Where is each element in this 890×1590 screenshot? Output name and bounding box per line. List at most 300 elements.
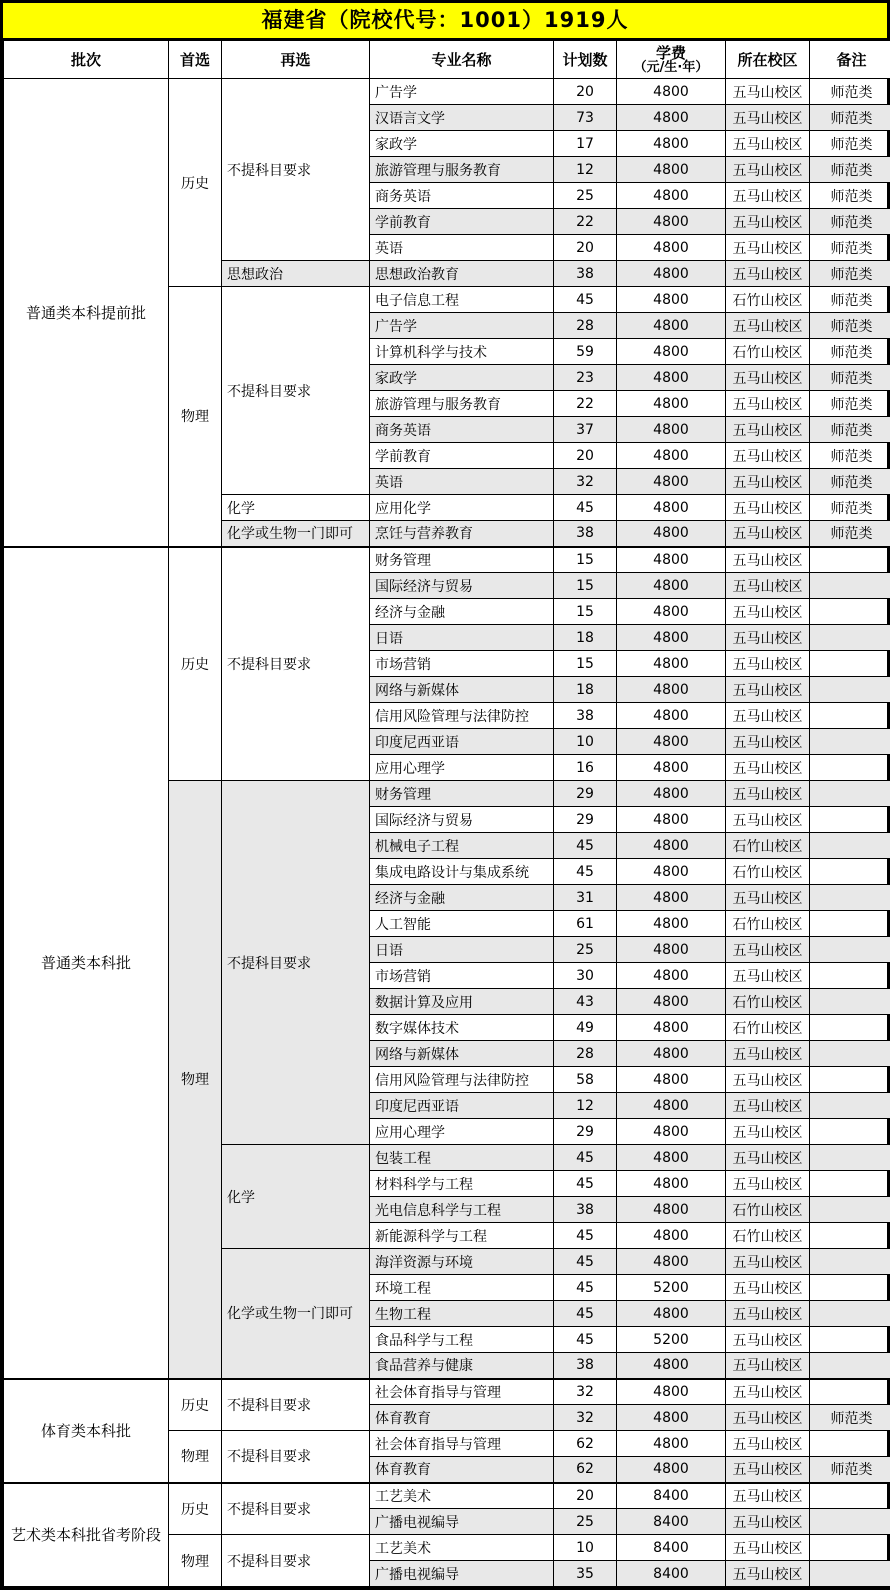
note-cell	[810, 885, 890, 911]
campus-cell: 石竹山校区	[726, 1197, 810, 1223]
major-name-cell: 人工智能	[370, 911, 554, 937]
major-name-cell: 广告学	[370, 79, 554, 105]
note-cell	[810, 937, 890, 963]
plan-count-cell: 38	[554, 261, 617, 287]
campus-cell: 五马山校区	[726, 131, 810, 157]
note-cell	[810, 1431, 890, 1457]
campus-cell: 石竹山校区	[726, 1223, 810, 1249]
plan-count-cell: 17	[554, 131, 617, 157]
fee-cell: 4800	[617, 729, 726, 755]
note-cell: 师范类	[810, 313, 890, 339]
note-cell	[810, 1171, 890, 1197]
fee-cell: 4800	[617, 547, 726, 573]
campus-cell: 五马山校区	[726, 1171, 810, 1197]
header-campus: 所在校区	[726, 41, 810, 79]
major-name-cell: 烹饪与营养教育	[370, 521, 554, 547]
requirement-cell: 不提科目要求	[222, 1483, 370, 1535]
campus-cell: 五马山校区	[726, 1093, 810, 1119]
note-cell: 师范类	[810, 417, 890, 443]
major-name-cell: 工艺美术	[370, 1535, 554, 1561]
note-cell: 师范类	[810, 391, 890, 417]
campus-cell: 五马山校区	[726, 1145, 810, 1171]
plan-count-cell: 15	[554, 573, 617, 599]
requirement-cell: 化学或生物一门即可	[222, 1249, 370, 1379]
campus-cell: 五马山校区	[726, 1067, 810, 1093]
plan-count-cell: 22	[554, 209, 617, 235]
fee-cell: 4800	[617, 1457, 726, 1483]
fee-cell: 4800	[617, 677, 726, 703]
fee-cell: 4800	[617, 1301, 726, 1327]
plan-count-cell: 29	[554, 1119, 617, 1145]
plan-count-cell: 30	[554, 963, 617, 989]
note-cell	[810, 573, 890, 599]
major-name-cell: 日语	[370, 937, 554, 963]
plan-count-cell: 16	[554, 755, 617, 781]
plan-count-cell: 10	[554, 1535, 617, 1561]
fee-cell: 4800	[617, 495, 726, 521]
campus-cell: 五马山校区	[726, 1379, 810, 1405]
major-name-cell: 新能源科学与工程	[370, 1223, 554, 1249]
major-name-cell: 计算机科学与技术	[370, 339, 554, 365]
fee-cell: 4800	[617, 443, 726, 469]
plan-count-cell: 49	[554, 1015, 617, 1041]
note-cell	[810, 1327, 890, 1353]
fee-cell: 8400	[617, 1483, 726, 1509]
fee-cell: 4800	[617, 1197, 726, 1223]
note-cell	[810, 1119, 890, 1145]
table-row	[4, 1379, 890, 1405]
major-name-cell: 商务英语	[370, 183, 554, 209]
plan-count-cell: 15	[554, 651, 617, 677]
note-cell: 师范类	[810, 183, 890, 209]
fee-cell: 4800	[617, 885, 726, 911]
major-name-cell: 体育教育	[370, 1405, 554, 1431]
note-cell: 师范类	[810, 521, 890, 547]
note-cell	[810, 1093, 890, 1119]
fee-cell: 4800	[617, 235, 726, 261]
fee-cell: 4800	[617, 1405, 726, 1431]
first-choice-cell: 历史	[169, 1483, 222, 1535]
campus-cell: 石竹山校区	[726, 1015, 810, 1041]
requirement-cell: 不提科目要求	[222, 1431, 370, 1483]
note-cell: 师范类	[810, 365, 890, 391]
admissions-table	[3, 40, 890, 1587]
plan-count-cell: 18	[554, 677, 617, 703]
plan-count-cell: 45	[554, 1301, 617, 1327]
note-cell	[810, 1197, 890, 1223]
fee-cell: 4800	[617, 1249, 726, 1275]
major-name-cell: 旅游管理与服务教育	[370, 391, 554, 417]
note-cell	[810, 1145, 890, 1171]
fee-cell: 4800	[617, 1379, 726, 1405]
plan-count-cell: 59	[554, 339, 617, 365]
note-cell	[810, 781, 890, 807]
note-cell	[810, 807, 890, 833]
campus-cell: 五马山校区	[726, 573, 810, 599]
major-name-cell: 财务管理	[370, 781, 554, 807]
table-body	[4, 79, 890, 1587]
campus-cell: 五马山校区	[726, 1457, 810, 1483]
campus-cell: 五马山校区	[726, 781, 810, 807]
note-cell	[810, 1223, 890, 1249]
plan-count-cell: 20	[554, 1483, 617, 1509]
fee-cell: 4800	[617, 1015, 726, 1041]
campus-cell: 五马山校区	[726, 1249, 810, 1275]
fee-cell: 4800	[617, 287, 726, 313]
note-cell	[810, 1483, 890, 1509]
campus-cell: 五马山校区	[726, 417, 810, 443]
fee-cell: 4800	[617, 1223, 726, 1249]
fee-cell: 4800	[617, 1093, 726, 1119]
major-name-cell: 食品营养与健康	[370, 1353, 554, 1379]
fee-cell: 4800	[617, 1067, 726, 1093]
requirement-cell: 不提科目要求	[222, 781, 370, 1145]
plan-count-cell: 35	[554, 1561, 617, 1587]
fee-cell: 4800	[617, 105, 726, 131]
batch-cell: 体育类本科批	[4, 1379, 169, 1483]
plan-count-cell: 45	[554, 1275, 617, 1301]
note-cell	[810, 963, 890, 989]
fee-cell: 4800	[617, 989, 726, 1015]
table-row	[4, 547, 890, 573]
campus-cell: 五马山校区	[726, 677, 810, 703]
requirement-cell: 不提科目要求	[222, 1379, 370, 1431]
requirement-cell: 不提科目要求	[222, 79, 370, 261]
major-name-cell: 学前教育	[370, 209, 554, 235]
plan-count-cell: 18	[554, 625, 617, 651]
major-name-cell: 旅游管理与服务教育	[370, 157, 554, 183]
header-batch: 批次	[4, 41, 169, 79]
campus-cell: 五马山校区	[726, 521, 810, 547]
fee-cell: 4800	[617, 937, 726, 963]
fee-cell: 4800	[617, 859, 726, 885]
note-cell: 师范类	[810, 79, 890, 105]
campus-cell: 五马山校区	[726, 755, 810, 781]
campus-cell: 五马山校区	[726, 313, 810, 339]
campus-cell: 五马山校区	[726, 235, 810, 261]
note-cell	[810, 651, 890, 677]
plan-count-cell: 45	[554, 1223, 617, 1249]
plan-count-cell: 28	[554, 1041, 617, 1067]
requirement-cell: 不提科目要求	[222, 547, 370, 781]
major-name-cell: 信用风险管理与法律防控	[370, 703, 554, 729]
fee-cell: 4800	[617, 963, 726, 989]
header-row	[4, 41, 890, 79]
header-fee-label: 学费	[620, 45, 722, 61]
campus-cell: 五马山校区	[726, 1275, 810, 1301]
header-plan: 计划数	[554, 41, 617, 79]
fee-cell: 4800	[617, 209, 726, 235]
campus-cell: 五马山校区	[726, 365, 810, 391]
note-cell	[810, 599, 890, 625]
first-choice-cell: 物理	[169, 781, 222, 1379]
note-cell	[810, 1041, 890, 1067]
major-name-cell: 数据计算及应用	[370, 989, 554, 1015]
note-cell: 师范类	[810, 235, 890, 261]
first-choice-cell: 历史	[169, 1379, 222, 1431]
note-cell	[810, 703, 890, 729]
note-cell	[810, 859, 890, 885]
fee-cell: 4800	[617, 1171, 726, 1197]
note-cell	[810, 1509, 890, 1535]
fee-cell: 4800	[617, 1145, 726, 1171]
batch-cell: 普通类本科批	[4, 547, 169, 1379]
plan-count-cell: 32	[554, 469, 617, 495]
campus-cell: 五马山校区	[726, 79, 810, 105]
plan-count-cell: 32	[554, 1405, 617, 1431]
campus-cell: 五马山校区	[726, 599, 810, 625]
campus-cell: 五马山校区	[726, 105, 810, 131]
campus-cell: 五马山校区	[726, 1353, 810, 1379]
note-cell	[810, 1379, 890, 1405]
plan-count-cell: 15	[554, 547, 617, 573]
note-cell: 师范类	[810, 105, 890, 131]
major-name-cell: 经济与金融	[370, 885, 554, 911]
header-note: 备注	[810, 41, 890, 79]
major-name-cell: 日语	[370, 625, 554, 651]
campus-cell: 五马山校区	[726, 729, 810, 755]
fee-cell: 5200	[617, 1275, 726, 1301]
note-cell	[810, 989, 890, 1015]
note-cell	[810, 755, 890, 781]
batch-cell: 普通类本科提前批	[4, 79, 169, 547]
plan-count-cell: 10	[554, 729, 617, 755]
plan-count-cell: 29	[554, 807, 617, 833]
fee-cell: 4800	[617, 79, 726, 105]
campus-cell: 五马山校区	[726, 1535, 810, 1561]
plan-count-cell: 32	[554, 1379, 617, 1405]
campus-cell: 石竹山校区	[726, 833, 810, 859]
requirement-cell: 化学或生物一门即可	[222, 521, 370, 547]
plan-count-cell: 45	[554, 1145, 617, 1171]
note-cell: 师范类	[810, 1457, 890, 1483]
major-name-cell: 网络与新媒体	[370, 677, 554, 703]
plan-count-cell: 15	[554, 599, 617, 625]
plan-count-cell: 61	[554, 911, 617, 937]
note-cell	[810, 1249, 890, 1275]
note-cell	[810, 1353, 890, 1379]
campus-cell: 五马山校区	[726, 443, 810, 469]
fee-cell: 4800	[617, 1041, 726, 1067]
note-cell	[810, 729, 890, 755]
major-name-cell: 光电信息科学与工程	[370, 1197, 554, 1223]
campus-cell: 五马山校区	[726, 963, 810, 989]
note-cell: 师范类	[810, 443, 890, 469]
fee-cell: 8400	[617, 1561, 726, 1587]
campus-cell: 五马山校区	[726, 157, 810, 183]
plan-count-cell: 12	[554, 157, 617, 183]
campus-cell: 五马山校区	[726, 807, 810, 833]
campus-cell: 五马山校区	[726, 1119, 810, 1145]
campus-cell: 石竹山校区	[726, 911, 810, 937]
fee-cell: 4800	[617, 807, 726, 833]
major-name-cell: 汉语言文学	[370, 105, 554, 131]
fee-cell: 4800	[617, 625, 726, 651]
major-name-cell: 印度尼西亚语	[370, 1093, 554, 1119]
header-fee-unit: （元/生·年）	[620, 61, 722, 75]
plan-count-cell: 22	[554, 391, 617, 417]
header-major: 专业名称	[370, 41, 554, 79]
plan-count-cell: 29	[554, 781, 617, 807]
campus-cell: 五马山校区	[726, 1327, 810, 1353]
major-name-cell: 应用心理学	[370, 1119, 554, 1145]
fee-cell: 4800	[617, 1353, 726, 1379]
note-cell	[810, 1067, 890, 1093]
fee-cell: 4800	[617, 469, 726, 495]
plan-count-cell: 38	[554, 1353, 617, 1379]
major-name-cell: 工艺美术	[370, 1483, 554, 1509]
major-name-cell: 商务英语	[370, 417, 554, 443]
fee-cell: 4800	[617, 911, 726, 937]
first-choice-cell: 物理	[169, 1535, 222, 1587]
plan-count-cell: 25	[554, 183, 617, 209]
fee-cell: 4800	[617, 157, 726, 183]
plan-count-cell: 25	[554, 937, 617, 963]
plan-count-cell: 38	[554, 1197, 617, 1223]
plan-count-cell: 12	[554, 1093, 617, 1119]
major-name-cell: 家政学	[370, 365, 554, 391]
campus-cell: 五马山校区	[726, 1041, 810, 1067]
campus-cell: 五马山校区	[726, 209, 810, 235]
plan-count-cell: 23	[554, 365, 617, 391]
major-name-cell: 英语	[370, 235, 554, 261]
major-name-cell: 广播电视编导	[370, 1561, 554, 1587]
plan-count-cell: 31	[554, 885, 617, 911]
major-name-cell: 英语	[370, 469, 554, 495]
major-name-cell: 思想政治教育	[370, 261, 554, 287]
plan-count-cell: 45	[554, 833, 617, 859]
major-name-cell: 市场营销	[370, 963, 554, 989]
table-row	[4, 1483, 890, 1509]
major-name-cell: 学前教育	[370, 443, 554, 469]
note-cell	[810, 547, 890, 573]
plan-count-cell: 62	[554, 1431, 617, 1457]
fee-cell: 4800	[617, 261, 726, 287]
major-name-cell: 市场营销	[370, 651, 554, 677]
fee-cell: 4800	[617, 703, 726, 729]
fee-cell: 4800	[617, 521, 726, 547]
plan-count-cell: 20	[554, 235, 617, 261]
note-cell: 师范类	[810, 131, 890, 157]
major-name-cell: 家政学	[370, 131, 554, 157]
first-choice-cell: 物理	[169, 287, 222, 547]
requirement-cell: 化学	[222, 495, 370, 521]
fee-cell: 4800	[617, 183, 726, 209]
table-header	[4, 41, 890, 79]
plan-count-cell: 20	[554, 79, 617, 105]
campus-cell: 五马山校区	[726, 547, 810, 573]
note-cell: 师范类	[810, 209, 890, 235]
campus-cell: 五马山校区	[726, 625, 810, 651]
fee-cell: 4800	[617, 781, 726, 807]
major-name-cell: 社会体育指导与管理	[370, 1431, 554, 1457]
major-name-cell: 网络与新媒体	[370, 1041, 554, 1067]
requirement-cell: 化学	[222, 1145, 370, 1249]
fee-cell: 8400	[617, 1535, 726, 1561]
major-name-cell: 社会体育指导与管理	[370, 1379, 554, 1405]
fee-cell: 4800	[617, 365, 726, 391]
campus-cell: 石竹山校区	[726, 989, 810, 1015]
plan-count-cell: 45	[554, 1249, 617, 1275]
header-requirement: 再选	[222, 41, 370, 79]
campus-cell: 五马山校区	[726, 1509, 810, 1535]
fee-cell: 4800	[617, 131, 726, 157]
requirement-cell: 不提科目要求	[222, 1535, 370, 1587]
plan-count-cell: 38	[554, 703, 617, 729]
campus-cell: 五马山校区	[726, 1405, 810, 1431]
fee-cell: 4800	[617, 313, 726, 339]
major-name-cell: 材料科学与工程	[370, 1171, 554, 1197]
campus-cell: 五马山校区	[726, 183, 810, 209]
campus-cell: 五马山校区	[726, 885, 810, 911]
note-cell	[810, 625, 890, 651]
major-name-cell: 财务管理	[370, 547, 554, 573]
major-name-cell: 机械电子工程	[370, 833, 554, 859]
plan-count-cell: 45	[554, 495, 617, 521]
campus-cell: 石竹山校区	[726, 287, 810, 313]
plan-count-cell: 20	[554, 443, 617, 469]
campus-cell: 五马山校区	[726, 1483, 810, 1509]
campus-cell: 五马山校区	[726, 1431, 810, 1457]
first-choice-cell: 物理	[169, 1431, 222, 1483]
batch-cell: 艺术类本科批省考阶段	[4, 1483, 169, 1587]
plan-count-cell: 45	[554, 287, 617, 313]
major-name-cell: 印度尼西亚语	[370, 729, 554, 755]
major-name-cell: 海洋资源与环境	[370, 1249, 554, 1275]
table-title: 福建省（院校代号：1001）1919人	[3, 3, 887, 40]
fee-cell: 4800	[617, 339, 726, 365]
major-name-cell: 应用化学	[370, 495, 554, 521]
note-cell	[810, 1015, 890, 1041]
major-name-cell: 国际经济与贸易	[370, 807, 554, 833]
campus-cell: 石竹山校区	[726, 859, 810, 885]
fee-cell: 4800	[617, 651, 726, 677]
note-cell	[810, 1275, 890, 1301]
campus-cell: 五马山校区	[726, 1301, 810, 1327]
major-name-cell: 电子信息工程	[370, 287, 554, 313]
plan-count-cell: 38	[554, 521, 617, 547]
major-name-cell: 数字媒体技术	[370, 1015, 554, 1041]
header-fee	[617, 41, 726, 79]
campus-cell: 五马山校区	[726, 703, 810, 729]
major-name-cell: 广告学	[370, 313, 554, 339]
campus-cell: 五马山校区	[726, 1561, 810, 1587]
major-name-cell: 体育教育	[370, 1457, 554, 1483]
campus-cell: 五马山校区	[726, 469, 810, 495]
note-cell: 师范类	[810, 469, 890, 495]
header-first-choice: 首选	[169, 41, 222, 79]
plan-count-cell: 45	[554, 1327, 617, 1353]
fee-cell: 4800	[617, 417, 726, 443]
first-choice-cell: 历史	[169, 547, 222, 781]
plan-count-cell: 25	[554, 1509, 617, 1535]
note-cell	[810, 1301, 890, 1327]
major-name-cell: 集成电路设计与集成系统	[370, 859, 554, 885]
requirement-cell: 思想政治	[222, 261, 370, 287]
major-name-cell: 食品科学与工程	[370, 1327, 554, 1353]
plan-count-cell: 28	[554, 313, 617, 339]
plan-count-cell: 37	[554, 417, 617, 443]
major-name-cell: 国际经济与贸易	[370, 573, 554, 599]
major-name-cell: 生物工程	[370, 1301, 554, 1327]
table-row	[4, 79, 890, 105]
fee-cell: 4800	[617, 573, 726, 599]
fee-cell: 4800	[617, 755, 726, 781]
note-cell: 师范类	[810, 1405, 890, 1431]
note-cell	[810, 911, 890, 937]
requirement-cell: 不提科目要求	[222, 287, 370, 495]
note-cell	[810, 677, 890, 703]
